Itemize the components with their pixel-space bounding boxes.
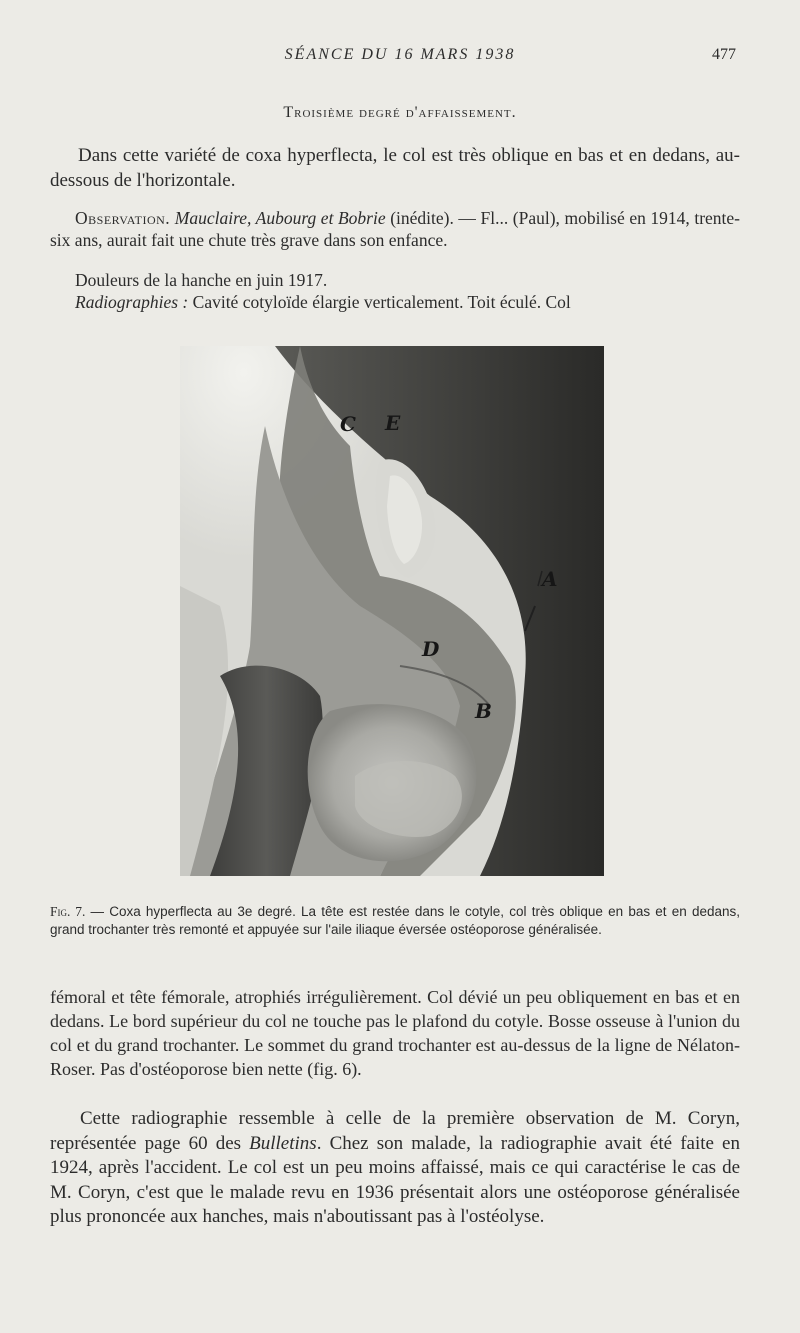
- figure-caption: [50, 903, 740, 939]
- radiographies-paragraph: [50, 292, 740, 314]
- observation-text: (inédite). — Fl... (Paul), mobilisé en 1914, trente-six ans, aurait fait une chute très grave dans son enfance.: [50, 208, 741, 250]
- page-number: 477: [712, 46, 736, 63]
- radiograph-figure: [180, 346, 604, 876]
- figure-letter-d: D: [422, 637, 440, 661]
- figure-letter-a: A: [542, 567, 558, 591]
- caption-label: Fig. 7.: [50, 904, 86, 919]
- bulletins-title: Bulletins: [249, 1132, 317, 1154]
- section-title: Troisième degré d'affaissement.: [283, 104, 517, 121]
- running-head: [0, 46, 800, 70]
- coryn-text-2: . Chez son malade, la radiographie avait été faite en 1924, après l'accident. Le col est un peu moins affaissé, mais ce qui caractérise le cas de M. Coryn, c'est que le malade revu en 1936 présentait alors une ostéoporose généralisée plus prononcée aux hanches, mais n'aboutissant pas à l'ostéolyse.: [50, 1132, 740, 1227]
- intro-paragraph: Dans cette variété de coxa hyperflecta, le col est très oblique en bas et en dedans, au-dessous de l'horizontale.: [50, 145, 740, 191]
- running-title: SÉANCE DU 16 MARS 1938: [284, 46, 516, 63]
- caption-text: — Coxa hyperflecta au 3e degré. La tête est restée dans le cotyle, col très oblique en bas et en dedans, grand trochanter très remonté et appuyée sur l'aile iliaque éversée ostéoporose généralisée.: [50, 904, 740, 937]
- observation-paragraph: [50, 208, 740, 251]
- radiographies-text: Cavité cotyloïde élargie verticalement. Toit éculé. Col: [188, 292, 571, 312]
- femoral-paragraph: fémoral et tête fémorale, atrophiés irrégulièrement. Col dévié un peu obliquement en bas et en dedans. Le bord supérieur du col ne touche pas le plafond du cotyle. Bosse osseuse à l'union du col et du grand trochanter. Le sommet du grand trochanter est au-dessus de la ligne de Nélaton-Roser. Pas d'ostéoporose bien nette (fig. 6).: [50, 987, 740, 1079]
- figure-letter-b: B: [475, 699, 492, 723]
- pain-paragraph: Douleurs de la hanche en juin 1917.: [75, 270, 328, 290]
- observation-label: Observation.: [75, 208, 171, 228]
- coryn-paragraph: [50, 1107, 740, 1230]
- radiographies-label: Radiographies :: [75, 292, 189, 312]
- figure-letter-c: C: [340, 412, 356, 436]
- radiograph-image: [180, 346, 604, 876]
- coryn-text-1: Cette radiographie ressemble à celle de la première observation de M. Coryn, représentée page 60 des: [50, 1108, 740, 1154]
- observation-authors: Mauclaire, Aubourg et Bobrie: [174, 208, 386, 228]
- figure-letter-e: E: [385, 411, 401, 435]
